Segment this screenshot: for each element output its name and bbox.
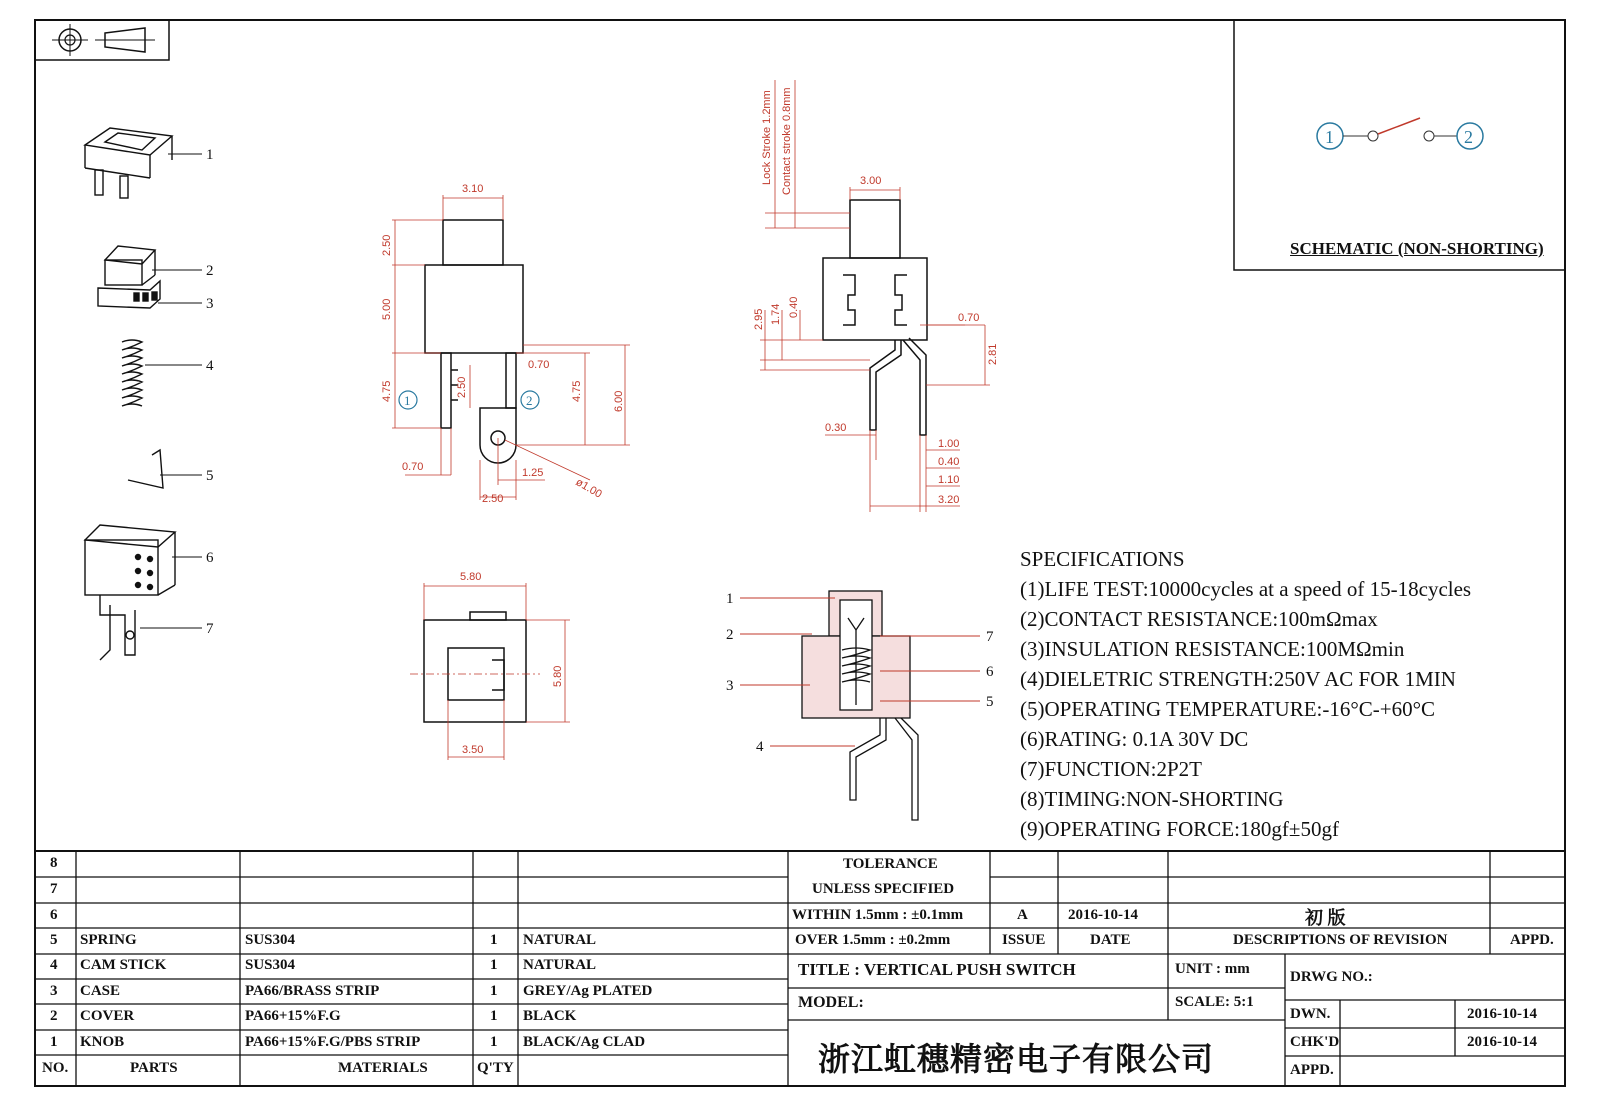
section-callout-1: 1 <box>726 591 734 607</box>
descriptions-header: DESCRIPTIONS OF REVISION <box>1233 932 1448 948</box>
bom-part: COVER <box>80 1008 135 1024</box>
dim-front-4: 2.50 <box>456 376 468 398</box>
unless-label: UNLESS SPECIFIED <box>812 881 955 897</box>
drawing-title: TITLE : VERTICAL PUSH SWITCH <box>798 960 1076 979</box>
bom-no: 7 <box>50 881 58 897</box>
callout-6: 6 <box>206 550 214 566</box>
dim-front-7: 6.00 <box>613 390 625 412</box>
dim-side-8: 0.30 <box>825 422 847 434</box>
bom-material: SUS304 <box>245 957 296 973</box>
dim-front-5: 0.70 <box>528 359 550 371</box>
dim-side-11: 1.10 <box>938 474 960 486</box>
bom-material: SUS304 <box>245 932 296 948</box>
schematic-box <box>1234 20 1565 270</box>
dim-side-4: 1.74 <box>770 303 782 325</box>
bom-material: PA66+15%F.G/PBS STRIP <box>245 1034 421 1050</box>
revision-date-value: 2016-10-14 <box>1068 907 1138 923</box>
projection-symbol <box>35 20 169 60</box>
spec-item: (8)TIMING:NON-SHORTING <box>1020 787 1284 811</box>
side-view <box>823 200 927 435</box>
top-view-dims <box>410 583 570 760</box>
revision-issue-value: A <box>1017 907 1028 923</box>
bom-header-parts: PARTS <box>130 1060 178 1076</box>
bom-finish: BLACK/Ag CLAD <box>523 1034 646 1050</box>
bom-header-qty: Q'TY <box>477 1060 514 1076</box>
drawing-number-label: DRWG NO.: <box>1290 969 1373 985</box>
dwn-label: DWN. <box>1290 1006 1331 1022</box>
bom-finish: NATURAL <box>523 957 597 973</box>
bom-header-no: NO. <box>42 1060 69 1076</box>
specifications-heading: SPECIFICATIONS <box>1020 547 1185 571</box>
section-callout-5: 5 <box>986 694 994 710</box>
schematic-pin1: 1 <box>1325 127 1334 147</box>
bom-no: 5 <box>50 932 58 948</box>
callout-1: 1 <box>206 147 214 163</box>
unit-label: UNIT : mm <box>1175 961 1250 977</box>
top-view <box>424 612 526 722</box>
appd-label: APPD. <box>1290 1062 1334 1078</box>
bom-finish: GREY/Ag PLATED <box>523 983 653 999</box>
bom-finish: NATURAL <box>523 932 597 948</box>
tolerance-over: OVER 1.5mm : ±0.2mm <box>795 932 951 948</box>
bom-no: 1 <box>50 1034 58 1050</box>
dim-top-0: 5.80 <box>460 571 482 583</box>
bom-no: 6 <box>50 907 58 923</box>
bom-no: 3 <box>50 983 58 999</box>
bom-no: 2 <box>50 1008 58 1024</box>
bom-material: PA66/BRASS STRIP <box>245 983 380 999</box>
bom-part: KNOB <box>80 1034 125 1050</box>
dim-side-5: 0.40 <box>788 296 800 318</box>
dim-side-0: Lock Stroke 1.2mm <box>761 90 773 185</box>
company-name: 浙江虹穗精密电子有限公司 <box>818 1040 1215 1078</box>
callout-4: 4 <box>206 358 214 374</box>
section-callout-3: 3 <box>726 678 734 694</box>
tolerance-label: TOLERANCE <box>843 856 938 872</box>
dwn-date: 2016-10-14 <box>1467 1006 1537 1022</box>
bom-finish: BLACK <box>523 1008 577 1024</box>
schematic-title: SCHEMATIC (NON-SHORTING) <box>1290 239 1544 258</box>
dim-side-1: Contact stroke 0.8mm <box>781 87 793 195</box>
front-pin1-label: 1 <box>404 393 411 408</box>
spec-item: (7)FUNCTION:2P2T <box>1020 757 1202 781</box>
dim-front-3: 4.75 <box>381 380 393 402</box>
dim-side-9: 1.00 <box>938 438 960 450</box>
spec-item: (2)CONTACT RESISTANCE:100mΩmax <box>1020 607 1378 631</box>
callout-5: 5 <box>206 468 214 484</box>
bom-qty: 1 <box>490 1008 498 1024</box>
scale-label: SCALE: 5:1 <box>1175 994 1254 1010</box>
bom-no: 4 <box>50 957 58 973</box>
dim-top-1: 5.80 <box>552 665 564 687</box>
date-header: DATE <box>1090 932 1131 948</box>
front-pin2-label: 2 <box>526 393 533 408</box>
spec-item: (1)LIFE TEST:10000cycles at a speed of 15-18cycles <box>1020 577 1472 601</box>
section-callout-4: 4 <box>756 739 764 755</box>
dim-side-10: 0.40 <box>938 456 960 468</box>
dim-front-2: 5.00 <box>381 298 393 320</box>
dim-front-10: 2.50 <box>482 493 504 505</box>
dim-front-11: ø1.00 <box>573 476 604 501</box>
spec-item: (5)OPERATING TEMPERATURE:-16°C-+60°C <box>1020 697 1436 721</box>
dim-side-6: 0.70 <box>958 312 980 324</box>
chkd-date: 2016-10-14 <box>1467 1034 1537 1050</box>
bom-material: PA66+15%F.G <box>245 1008 341 1024</box>
front-view-dims <box>392 195 630 500</box>
tolerance-within: WITHIN 1.5mm : ±0.1mm <box>792 907 964 923</box>
appd-header: APPD. <box>1510 932 1554 948</box>
spec-item: (3)INSULATION RESISTANCE:100MΩmin <box>1020 637 1405 661</box>
section-callout-6: 6 <box>986 664 994 680</box>
section-callout-2: 2 <box>726 627 734 643</box>
dim-front-9: 1.25 <box>522 467 544 479</box>
bom-qty: 1 <box>490 983 498 999</box>
callout-3: 3 <box>206 296 214 312</box>
bom-part: CASE <box>80 983 121 999</box>
front-view <box>425 220 523 463</box>
specifications-block <box>1020 544 1471 844</box>
bom-qty: 1 <box>490 957 498 973</box>
dim-side-3: 2.95 <box>753 308 765 330</box>
callout-7: 7 <box>206 621 214 637</box>
dim-front-0: 3.10 <box>462 183 484 195</box>
exploded-view <box>85 128 175 660</box>
revision-description-value: 初 版 <box>1305 908 1346 928</box>
issue-header: ISSUE <box>1002 932 1046 948</box>
section-callout-7: 7 <box>986 629 994 645</box>
bom-qty: 1 <box>490 1034 498 1050</box>
dim-side-12: 3.20 <box>938 494 960 506</box>
bom-qty: 1 <box>490 932 498 948</box>
dim-front-8: 0.70 <box>402 461 424 473</box>
chkd-label: CHK'D <box>1290 1034 1340 1050</box>
spec-item: (4)DIELETRIC STRENGTH:250V AC FOR 1MIN <box>1020 667 1456 691</box>
bom-part: CAM STICK <box>80 957 167 973</box>
spec-item: (6)RATING: 0.1A 30V DC <box>1020 727 1249 751</box>
dim-side-2: 3.00 <box>860 175 882 187</box>
spec-item: (9)OPERATING FORCE:180gf±50gf <box>1020 817 1339 841</box>
dim-top-2: 3.50 <box>462 744 484 756</box>
callout-2: 2 <box>206 263 214 279</box>
schematic-pin2: 2 <box>1464 127 1473 147</box>
dim-front-6: 4.75 <box>571 380 583 402</box>
section-view <box>802 591 918 820</box>
dim-side-7: 2.81 <box>987 343 999 365</box>
bom-header-materials: MATERIALS <box>338 1060 428 1076</box>
bom-part: SPRING <box>80 932 137 948</box>
model-label: MODEL: <box>798 994 864 1011</box>
bom-no: 8 <box>50 855 58 871</box>
dim-front-1: 2.50 <box>381 234 393 256</box>
